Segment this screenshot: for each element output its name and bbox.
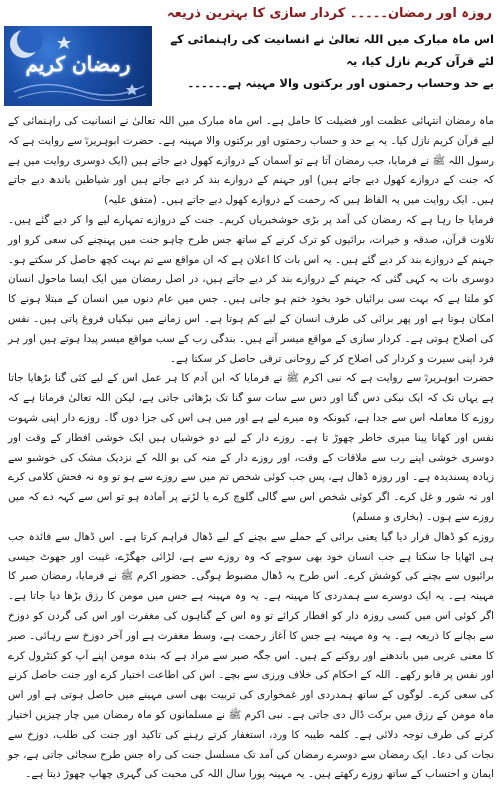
- article-paragraph: فرمایا جا رہا ہے کہ رمضان کی آمد پر بڑی خوشخبریاں کریم۔ جنت کے دروازے تمہارے لیے وا کر دیے گئے ہیں۔ تلاوت قرآن، صدقہ و خیرات، برائیوں کو ترک کرنے کے ساتھ جس طرح چاہو جنت میں پہنچنے کی سعی کرو اور جہنم کے دروازے بند کر دیے گئے ہیں۔ یہ اس بات کا اعلان ہے کہ ان مواقع سے تم بہت کچھ حاصل کر سکتے ہو۔ دوسری بات یہ کہی گئی کہ جہنم کے دروازے بند کر دیے جاتے ہیں، در اصل رمضان میں ایک ایسا ماحول انسان کو ملتا ہے کہ بہت سی برائیاں خود بخود ختم ہو جاتی ہیں۔ جس میں عام دنوں میں انسان کے مبتلا ہونے کا امکان ہوتا ہے اور پھر برائی کی طرف انسان کے لیے کم ہوتا ہے۔ اس زمانے میں نیکیاں فروغ پاتی ہیں۔ نفس کی اصلاح ہوتی ہے۔ کردار سازی کے مواقع میسر آتے ہیں۔ بندگی رب کے سب مواقع میسر پیدا ہوتے ہیں اور ہر فرد اپنی سیرت و کردار کی اصلاح کر کے روحانی ترقی حاصل کر سکتا ہے۔: [8, 213, 494, 365]
- star-icon: [57, 36, 71, 49]
- article-title: روزہ اور رمضان۔۔۔۔۔ کردار سازی کا بہترین ذریعہ: [167, 6, 492, 21]
- intro-block: [158, 28, 494, 94]
- banner-title: رمضان کریم: [25, 52, 131, 76]
- intro-line: بے حد وحساب رحمتوں اور برکتوں والا مہینہ ہے۔۔۔۔۔۔: [187, 76, 494, 90]
- article-body: [8, 112, 494, 785]
- article-paragraph: حضرت ابوہریرہؓ سے روایت ہے کہ نبی اکرم ﷺ نے فرمایا کہ ابن آدم کا ہر عمل اس کے لیے کئی گنا بڑھایا جاتا ہے یہاں تک کہ ایک نیکی دس گنا اور دس سے سات سو گنا تک بڑھائی جاتی ہے، لیکن اللہ تعالیٰ فرماتا ہے کہ روزے کا معاملہ اس سے جدا ہے، کیونکہ وہ میرے لیے ہے اور میں ہی اس کی جزا دوں گا۔ روزے دار اپنی شہوت نفس اور کھانا پینا میری خاطر چھوڑ تا ہے۔ روزے دار کے لیے دو خوشیاں ہیں ایک خوشی افطار کے وقت اور دوسری خوشی اپنے رب سے ملاقات کے وقت، اور روزے دار کے منہ کی بو اللہ کے نزدیک مشک کی خوشبو سے زیادہ پسندیدہ ہے۔ اور روزہ ڈھال ہے، پس جب کوئی شخص تم میں سے روزے سے ہو تو وہ نہ فحش کلامی کرے اور نہ شور و غل کرے۔ اگر کوئی شخص اس سے گالی گلوچ کرے یا لڑنے پر آمادہ ہو تو اس سے کہہ دے کہ میں روزے سے ہوں۔ (بخاری و مسلم): [8, 372, 494, 523]
- article-paragraph: ماہ رمضان انتہائی عظمت اور فضیلت کا حامل ہے۔ اس ماہ مبارک میں اللہ تعالیٰ نے انسانیت کی راہنمائی کے لیے قرآن کریم نازل کیا۔ یہ بے حد و حساب رحمتوں اور برکتوں والا مہینہ ہے۔ حضرت ابوہریرہؓ سے روایت ہے کہ رسول اللہ ﷺ نے فرمایا، جب رمضان آتا ہے تو آسمان کے دروازے کھول دیے جاتے ہیں (ایک دوسری روایت میں ہے کہ جنت کے دروازے کھول دیے جاتے ہیں) اور جہنم کے دروازے بند کر دیے جاتے ہیں اور شیاطین باندھ دیے جاتے ہیں۔ ایک روایت میں یہ الفاظ ہیں کہ رحمت کے دروازے کھول دیے جاتے ہیں۔ (متفق علیہ): [8, 115, 494, 207]
- intro-line: اس ماہ مبارک میں اللہ تعالیٰ نے انسانیت کی راہنمائی کے لئے قرآن کریم نازل کیا، یہ: [170, 32, 494, 68]
- ramadan-banner: [4, 26, 152, 106]
- article-paragraph: روزے کو ڈھال قرار دیا گیا یعنی برائی کے حملے سے بچنے کے لیے ڈھال فراہم کرتا ہے۔ اس ڈھال سے فائدہ جب ہی اٹھایا جا سکتا ہے جب انسان خود بھی سوچے کہ وہ روزے سے ہے، لڑائی جھگڑے، غیبت اور جھوٹ جیسی برائیوں سے بچنے کی کوشش کرے۔ اس طرح یہ ڈھال مضبوط ہوگی۔ حضور اکرم ﷺ نے فرمایا، رمضان صبر کا مہینہ ہے۔ یہ ایک دوسرے سے ہمدردی کا مہینہ ہے۔ یہ وہ مہینہ ہے جس میں مومن کا رزق بڑھا دیا جاتا ہے۔ اگر کوئی اس میں کسی روزہ دار کو افطار کرائے تو وہ اس کے گناہوں کی مغفرت اور اس کی گردن کو دوزخ سے بچانے کا ذریعہ ہے۔ یہ وہ مہینہ ہے جس کا آغاز رحمت ہے، وسط مغفرت ہے اور آخر دوزخ سے رہائی۔ صبر کا معنی عربی میں باندھنے اور روکنے کے ہیں۔ اس جگہ صبر سے مراد ہے کہ بندہ مومن اپنے آپ کو کنٹرول کرے اور نفس پر قابو رکھے۔ اللہ کے احکام کی خلاف ورزی سے بچے۔ اس کی اطاعت اختیار کرے اور جنت حاصل کرنے کی سعی کرے۔ لوگوں کے ساتھ ہمدردی اور غمخواری کی تربیت بھی اسی مہینے میں حاصل ہوتی ہے اور اس ماہ مومن کے رزق میں برکت ڈال دی جاتی ہے۔ نبی اکرم ﷺ نے مسلمانوں کو ماہ رمضان میں چار چیزیں اختیار کرنے کی طرف توجہ دلائی ہے۔ کلمہ طیبہ کا ورد، استغفار کرتے رہنے کی تاکید اور جنت کی طلب، دوزخ سے نجات کی دعا۔ ایک رمضان سے دوسرے رمضان کی آمد تک مسلسل جنت کی راہ جس طرح سجائی جاتی ہے، جو ایمان و احتساب کے ساتھ روزے رکھتے ہیں۔ یہ مہینہ پورا سال اللہ کی محبت کی گہری چھاپ چھوڑ دیتا ہے۔: [8, 530, 494, 781]
- crescent-cutout: [17, 27, 43, 53]
